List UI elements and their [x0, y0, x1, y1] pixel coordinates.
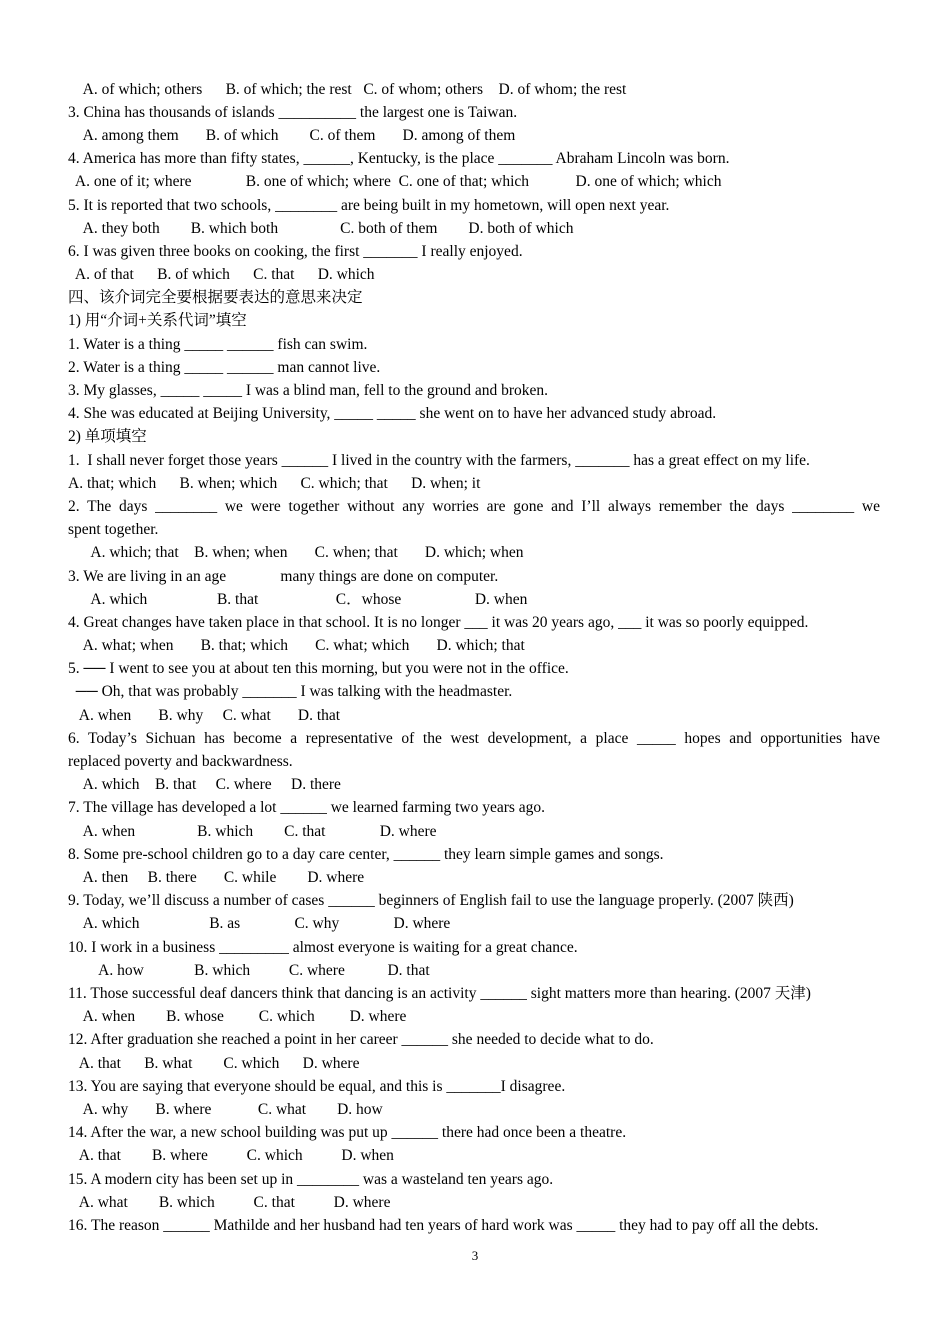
text-line: 4. She was educated at Beijing University, _____ _____ she went on to have her advanced study abroad.: [68, 405, 717, 422]
text-line: 16. The reason ______ Mathilde and her husband had ten years of hard work was _____ they had to pay off all the debts.: [68, 1217, 819, 1234]
text-line: A. what B. which C. that D. where: [68, 1194, 391, 1211]
text-line: A. which B. as C. why D. where: [68, 915, 451, 932]
text-line: A. when B. which C. that D. where: [68, 823, 437, 840]
text-line: A. among them B. of which C. of them D. among of them: [68, 127, 516, 144]
text-line: A. when B. whose C. which D. where: [68, 1008, 407, 1025]
text-line: 7. The village has developed a lot ______ we learned farming two years ago.: [68, 799, 546, 816]
section-heading: 四、该介词完全要根据要表达的意思来决定: [68, 289, 363, 306]
text-line: replaced poverty and backwardness.: [68, 753, 293, 770]
text-line: 10. I work in a business _________ almost everyone is waiting for a great chance.: [68, 939, 578, 956]
text-line: A. that B. what C. which D. where: [68, 1055, 360, 1072]
text-line: 6. Today’s Sichuan has become a representative of the west development, a place _____ hopes and opportunities have: [68, 730, 880, 747]
text-line: A. which; that B. when; when C. when; that D. which; when: [68, 544, 524, 561]
text-line: 8. Some pre-school children go to a day care center, ______ they learn simple games and songs.: [68, 846, 664, 863]
text-line: spent together.: [68, 521, 159, 538]
text-line: 2. The days ________ we were together without any worries are gone and I’ll always remember the days ________ we: [68, 498, 880, 515]
text-line: 1. I shall never forget those years ______ I lived in the country with the farmers, _______ has a great effect on my life.: [68, 452, 810, 469]
text-line: A. which B. that C. where D. there: [68, 776, 341, 793]
text-line: 14. After the war, a new school building was put up ______ there had once been a theatre.: [68, 1124, 627, 1141]
text-line: A. of that B. of which C. that D. which: [68, 266, 375, 283]
text-line: 4. Great changes have taken place in that school. It is no longer ___ it was 20 years ago, ___ it was so poorly equipped.: [68, 614, 809, 631]
subsection-heading: 1) 用“介词+关系代词”填空: [68, 312, 247, 329]
text-line: 15. A modern city has been set up in ________ was a wasteland ten years ago.: [68, 1171, 554, 1188]
text-line: 11. Those successful deaf dancers think that dancing is an activity ______ sight matters more than hearing. (2007 天津): [68, 985, 811, 1002]
page-number: 3: [471, 1248, 479, 1263]
subsection-heading: 2) 单项填空: [68, 428, 147, 445]
text-line: 3. China has thousands of islands __________ the largest one is Taiwan.: [68, 104, 518, 121]
text-line: A. one of it; where B. one of which; where C. one of that; which D. one of which; which: [68, 173, 722, 190]
text-line: 6. I was given three books on cooking, the first _______ I really enjoyed.: [68, 243, 523, 260]
text-line: 3. My glasses, _____ _____ I was a blind man, fell to the ground and broken.: [68, 382, 548, 399]
text-line: A. why B. where C. what D. how: [68, 1101, 383, 1118]
text-line: A. they both B. which both C. both of them D. both of which: [68, 220, 574, 237]
text-line: 13. You are saying that everyone should be equal, and this is _______I disagree.: [68, 1078, 566, 1095]
text-line: 12. After graduation she reached a point in her career ______ she needed to decide what to do.: [68, 1031, 654, 1048]
text-line: 5. ── I went to see you at about ten this morning, but you were not in the office.: [68, 660, 569, 677]
text-line: A. that; which B. when; which C. which; that D. when; it: [68, 475, 481, 492]
text-line: A. how B. which C. where D. that: [68, 962, 430, 979]
text-line: A. what; when B. that; which C. what; which D. which; that: [68, 637, 525, 654]
text-line: 1. Water is a thing _____ ______ fish can swim.: [68, 336, 368, 353]
text-line: ── Oh, that was probably _______ I was talking with the headmaster.: [68, 683, 513, 700]
text-line: A. which B. that C．whose D. when: [68, 591, 528, 608]
text-line: A. that B. where C. which D. when: [68, 1147, 394, 1164]
text-line: A. of which; others B. of which; the rest C. of whom; others D. of whom; the rest: [68, 81, 627, 98]
text-line: 3. We are living in an age many things are done on computer.: [68, 568, 499, 585]
text-line: 2. Water is a thing _____ ______ man cannot live.: [68, 359, 381, 376]
text-line: A. when B. why C. what D. that: [68, 707, 341, 724]
text-line: 4. America has more than fifty states, ______, Kentucky, is the place _______ Abraham Lincoln was born.: [68, 150, 730, 167]
text-line: A. then B. there C. while D. where: [68, 869, 365, 886]
text-line: 5. It is reported that two schools, ________ are being built in my hometown, will open next year.: [68, 197, 670, 214]
text-line: 9. Today, we’ll discuss a number of cases ______ beginners of English fail to use the language properly. (2007 陕西): [68, 892, 794, 909]
